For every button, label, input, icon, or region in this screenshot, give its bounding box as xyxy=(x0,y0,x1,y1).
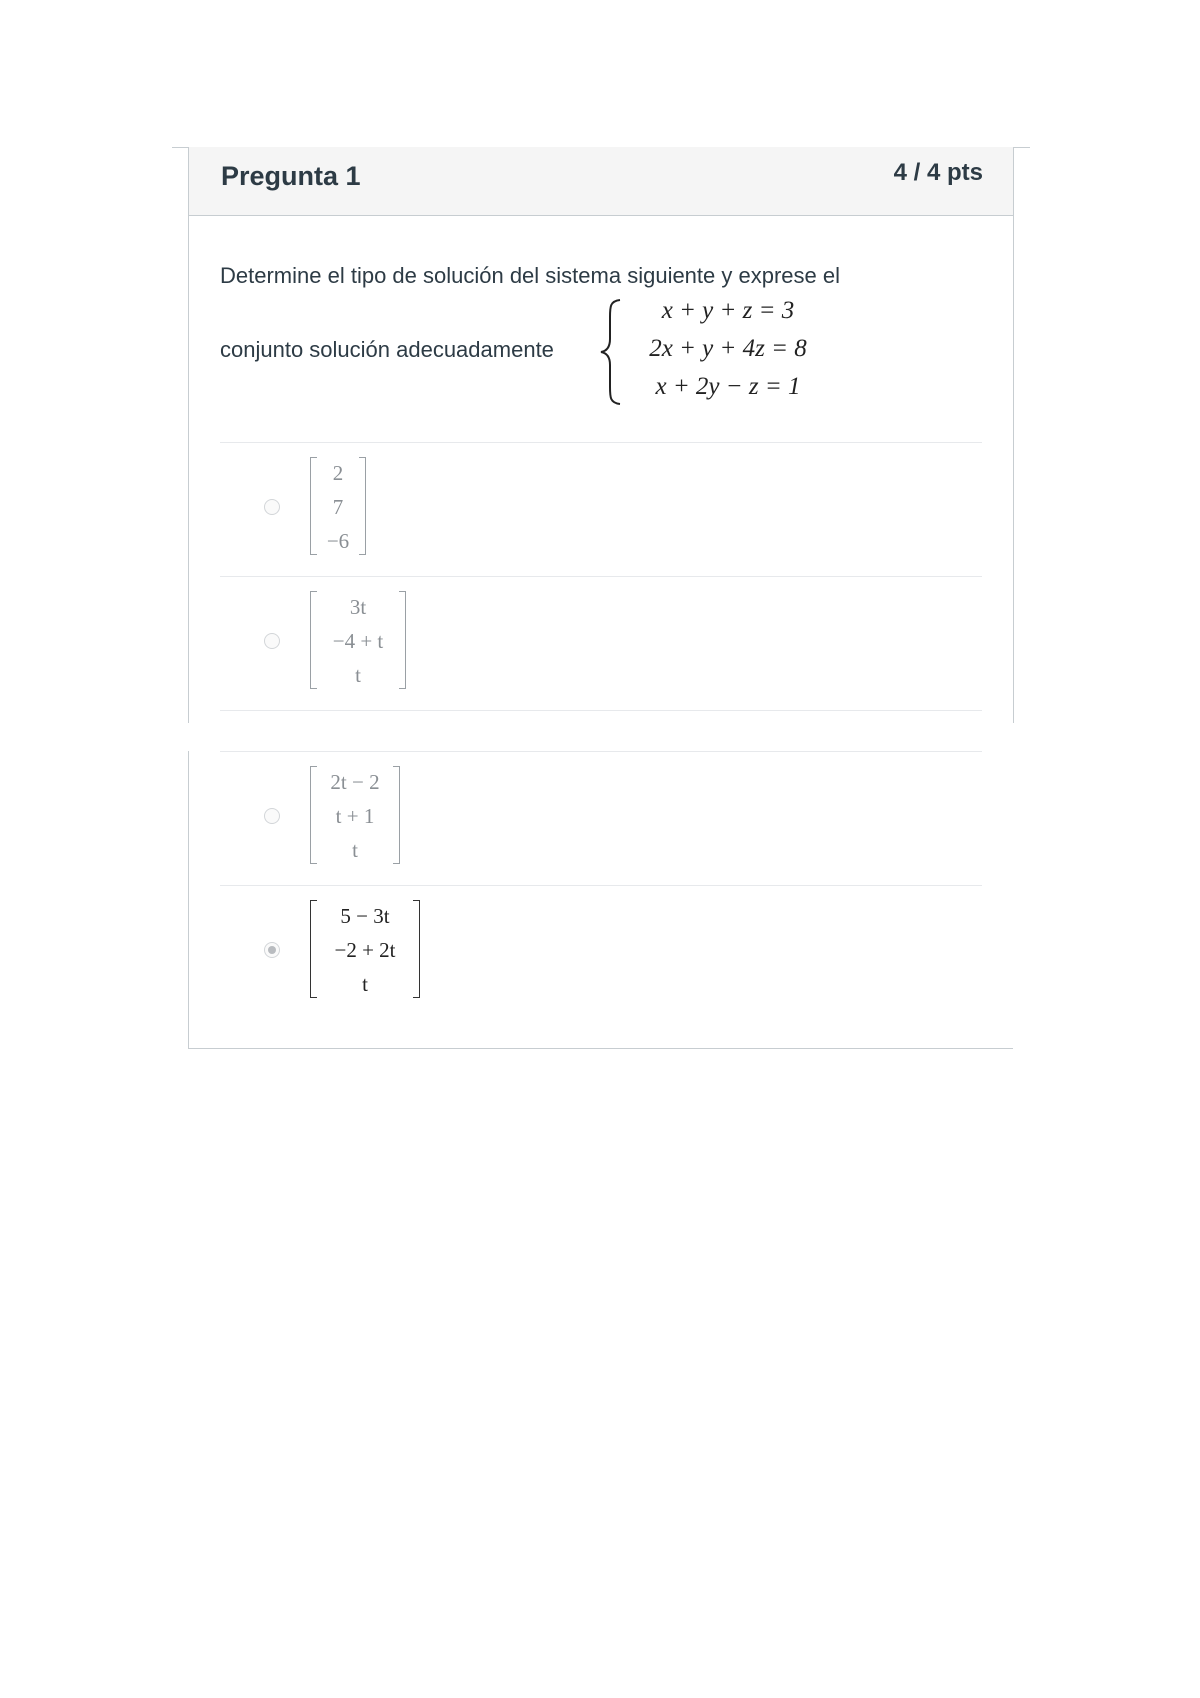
matrix-cell: t xyxy=(355,663,361,687)
answer-option-2[interactable] xyxy=(220,577,982,709)
matrix-cell: 2t − 2 xyxy=(330,770,380,794)
matrix-cells xyxy=(320,457,356,555)
answer-option-4[interactable] xyxy=(220,886,982,1018)
answer-matrix-4 xyxy=(310,900,420,998)
matrix-cells xyxy=(320,900,410,998)
matrix-cell: 2 xyxy=(332,461,344,485)
matrix-right-bracket xyxy=(359,457,366,555)
matrix-left-bracket xyxy=(310,900,317,998)
left-brace-icon xyxy=(598,297,624,407)
matrix-left-bracket xyxy=(310,457,317,555)
matrix-cell: 7 xyxy=(332,495,344,519)
matrix-cell: −2 + 2t xyxy=(334,938,396,962)
matrix-cell: 3t xyxy=(349,595,367,619)
question-text-line1: Determine el tipo de solución del sistema siguiente y exprese el xyxy=(220,263,840,288)
equation-system xyxy=(598,297,828,407)
matrix-cell: 5 − 3t xyxy=(340,904,390,928)
equation-2: 2x + y + 4z = 8 xyxy=(649,335,807,362)
answer-separator xyxy=(220,710,982,711)
question-points: 4 / 4 pts xyxy=(893,159,983,186)
matrix-cell: t xyxy=(362,972,368,996)
answer-radio-4-selected[interactable] xyxy=(264,942,280,958)
matrix-left-bracket xyxy=(310,591,317,689)
answer-matrix-3 xyxy=(310,766,400,864)
matrix-cell: t + 1 xyxy=(335,804,375,828)
matrix-cell: −4 + t xyxy=(332,629,384,653)
question-card xyxy=(188,147,1014,1049)
matrix-right-bracket xyxy=(399,591,406,689)
matrix-right-bracket xyxy=(413,900,420,998)
answer-option-3[interactable] xyxy=(220,752,982,884)
answer-radio-1[interactable] xyxy=(264,499,280,515)
question-title: Pregunta 1 xyxy=(221,161,361,191)
question-text-line2: conjunto solución adecuadamente xyxy=(220,337,554,362)
matrix-cell: −6 xyxy=(326,529,350,553)
answer-matrix-2 xyxy=(310,591,406,689)
answer-radio-3[interactable] xyxy=(264,808,280,824)
equation-1: x + y + z = 3 xyxy=(661,297,795,324)
answer-option-1[interactable] xyxy=(220,443,982,575)
equation-3: x + 2y − z = 1 xyxy=(655,373,801,400)
matrix-cells xyxy=(320,591,396,689)
matrix-right-bracket xyxy=(393,766,400,864)
question-header xyxy=(188,147,1014,216)
matrix-cell: t xyxy=(352,838,358,862)
answer-matrix-1 xyxy=(310,457,366,555)
answer-radio-2[interactable] xyxy=(264,633,280,649)
matrix-left-bracket xyxy=(310,766,317,864)
matrix-cells xyxy=(320,766,390,864)
